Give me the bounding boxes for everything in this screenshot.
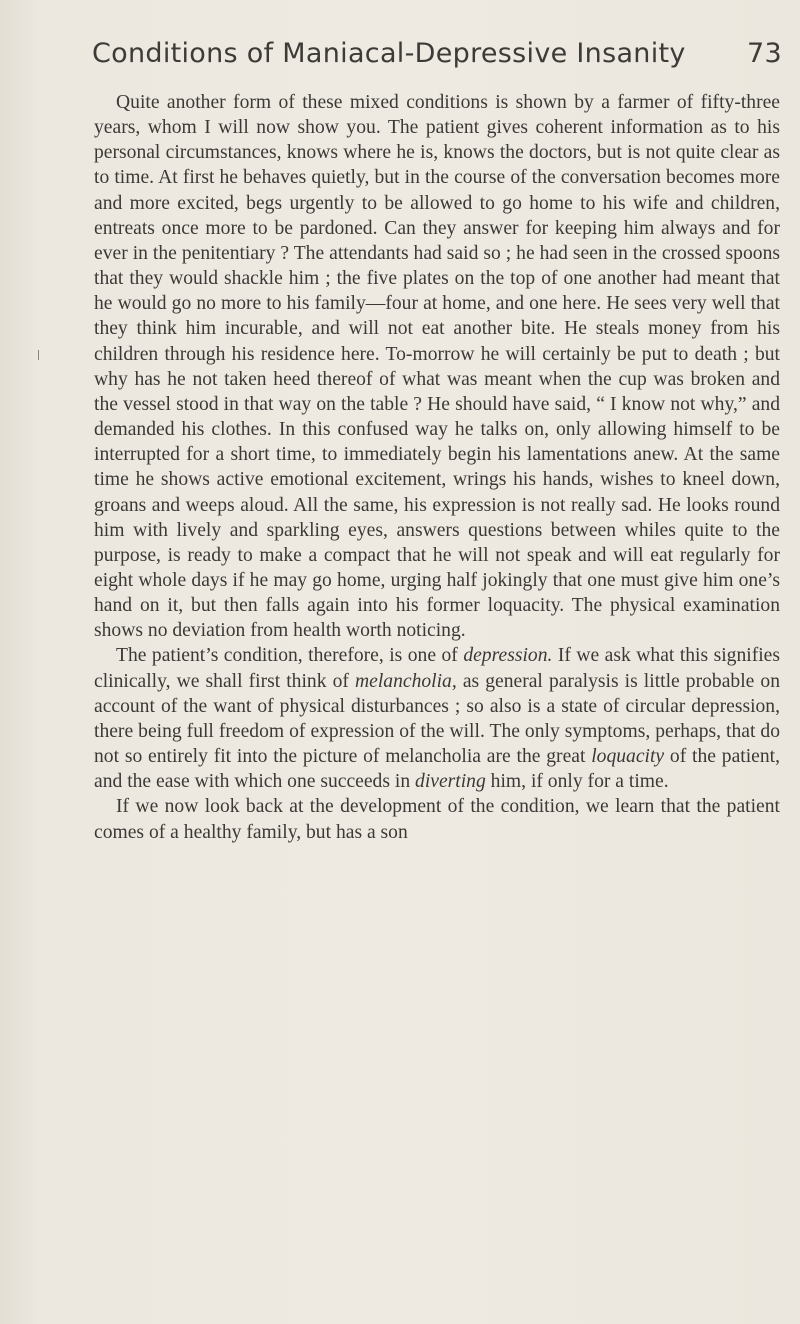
paragraph-1: Quite another form of these mixed conditions is shown by a farmer of fifty-three years, whom I will now show you. The patient gives coherent information as to his personal circumstances, knows where he is, knows the doctors, but is not quite clear as to time. At first he behaves quietly, but in the course of the conversation becomes more and more excited, begs urgently to be allowed to go home to his wife and children, entreats once more to be pardoned. Can they answer for keeping him always and for ever in the penitentiary ? The attendants had said so ; he had seen in the crossed spoons that they would shackle him ; the five plates on the top of one another had meant that he would go no more to his family—four at home, and one here. He sees very well that they think him incurable, and will not eat another bite. He steals money from his children through his residence here. To-morrow he will certainly be put to death ; but why has he not taken heed thereof of what was meant when the cup was broken and the vessel stood in that way on the table ? He should have said, “ I know not why,” and demanded his clothes. In this confused way he talks on, only allowing himself to be interrupted for a short time, to immediately begin his lamentations anew. At the same time he shows active emotional excitement, wrings his hands, wishes to kneel down, groans and weeps aloud. All the same, his expression is not really sad. He looks round him with lively and sparkling eyes, answers questions between whiles quite to the purpose, is ready to make a compact that he will not speak and will eat regularly for eight whole days if he may go home, urging half jokingly that one must give him one’s hand on it, but then falls again into his former loquacity. The physical examination shows no deviation from health worth noticing. [94, 92, 780, 642]
term-diverting: diverting [415, 771, 486, 793]
paragraph-2 [94, 643, 780, 794]
margin-mark [38, 350, 39, 360]
term-melancholia: melancholia, [354, 670, 457, 692]
p2-segment-3: as general paralysis is little probable on account of the want of physical disturbances ; so also is a state of circular depression, there being full freedom of expression of the will. The only symptoms, perhaps, that do not so entirely fit into the picture of melancholia are the great [94, 670, 781, 768]
body-text [94, 90, 780, 845]
p2-segment-4: of the patient, and the ease with which one succeeds in [94, 746, 780, 793]
p2-segment-5: him, if only for a time. [485, 771, 669, 793]
page-number: 73 [747, 38, 782, 69]
term-depression: depression. [463, 645, 553, 667]
paragraph-3: If we now look back at the development of the condition, we learn that the patient comes of a healthy family, but has a son [94, 796, 780, 843]
term-loquacity: loquacity [591, 746, 665, 768]
p2-segment-1: The patient’s condition, therefore, is one of [116, 645, 464, 667]
running-title: Conditions of Maniacal-Depressive Insanity [92, 38, 686, 69]
page-header [92, 38, 782, 69]
p2-segment-2: If we ask what this signifies clinically, we shall first think of [94, 645, 780, 692]
